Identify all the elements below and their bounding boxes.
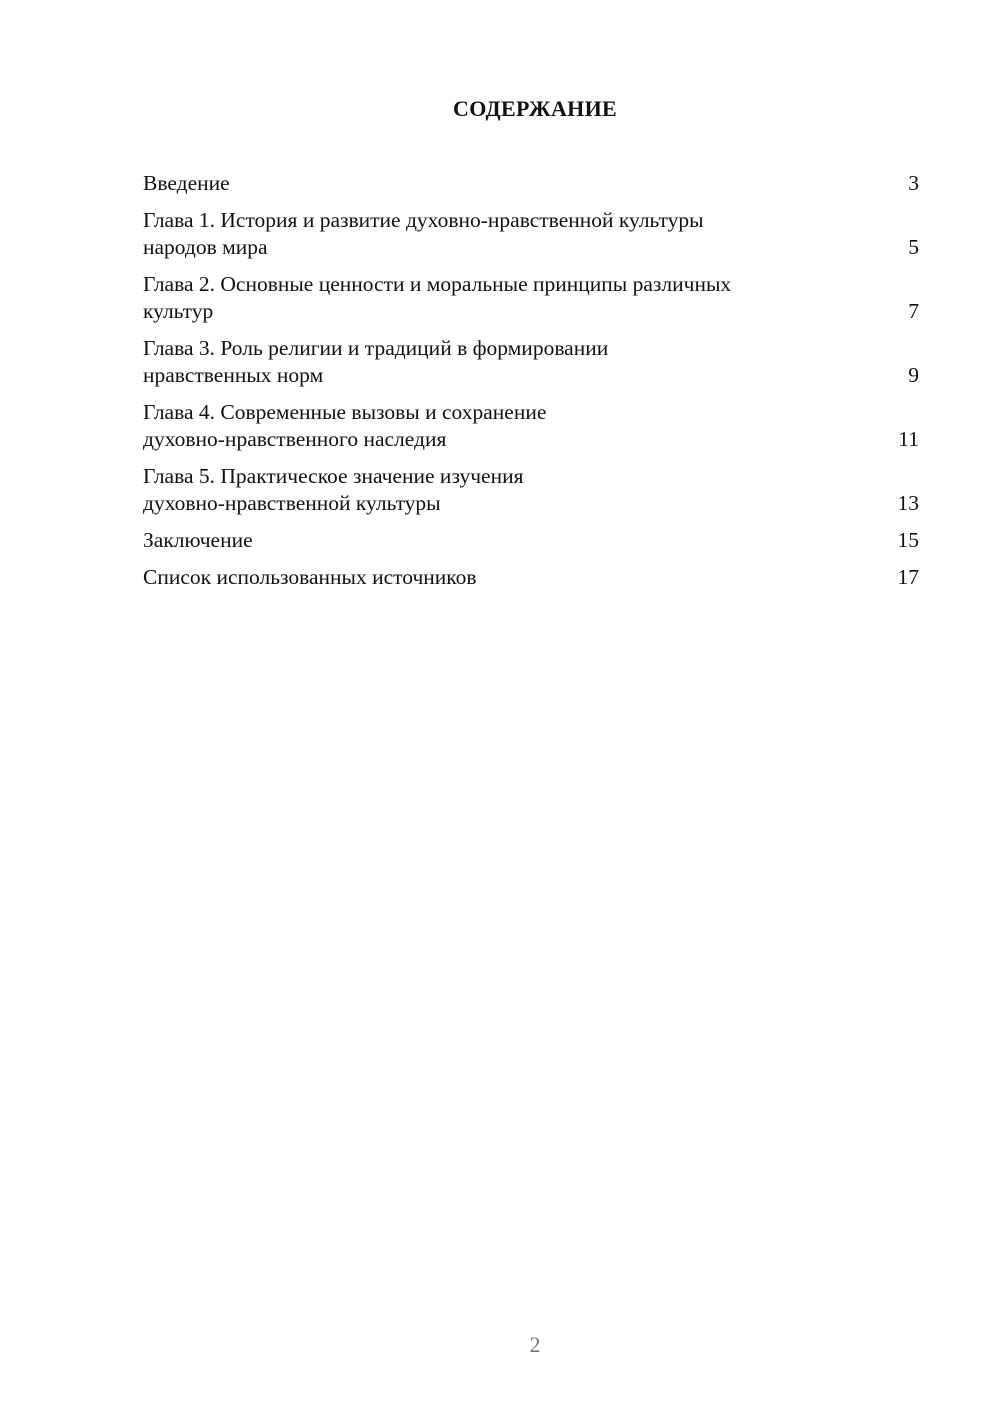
toc-entry-page: 17 bbox=[897, 565, 919, 589]
toc-entry-page: 3 bbox=[908, 171, 919, 195]
toc-entry-chapter-1 bbox=[143, 207, 919, 261]
toc-entry-text bbox=[143, 335, 845, 389]
toc-entry-text bbox=[143, 527, 845, 554]
toc-entry-page: 5 bbox=[908, 235, 919, 259]
toc-entry-line: Список использованных источников bbox=[143, 565, 477, 589]
toc-entry-line: духовно-нравственной культуры bbox=[143, 491, 441, 515]
toc-entry-page: 15 bbox=[897, 528, 919, 552]
toc-entry-text bbox=[143, 564, 845, 591]
toc-entry-page: 11 bbox=[898, 427, 919, 451]
toc-entry-line: духовно-нравственного наследия bbox=[143, 427, 447, 451]
toc-entry-chapter-4 bbox=[143, 399, 919, 453]
toc-entry-page: 13 bbox=[897, 491, 919, 515]
page-number: 2 bbox=[529, 1332, 541, 1357]
toc-entry-line: Заключение bbox=[143, 528, 253, 552]
toc-entry-conclusion bbox=[143, 527, 919, 554]
toc-entry-references bbox=[143, 564, 919, 591]
toc-entry-line: народов мира bbox=[143, 235, 268, 259]
toc-entry-text bbox=[143, 463, 845, 517]
toc-entry-line: Глава 1. История и развитие духовно-нравственной культуры bbox=[143, 208, 704, 232]
toc-entry-page: 7 bbox=[908, 299, 919, 323]
toc-entry-text bbox=[143, 271, 845, 325]
toc-entry-line: Глава 2. Основные ценности и моральные принципы различных bbox=[143, 272, 732, 296]
toc-entry-text bbox=[143, 399, 845, 453]
toc-entry-chapter-2 bbox=[143, 271, 919, 325]
toc-entry-line: Глава 5. Практическое значение изучения bbox=[143, 464, 524, 488]
toc-entry-line: Введение bbox=[143, 171, 230, 195]
toc-entry-line: нравственных норм bbox=[143, 363, 324, 387]
toc-entry-line: Глава 4. Современные вызовы и сохранение bbox=[143, 400, 547, 424]
toc-entry-chapter-5 bbox=[143, 463, 919, 517]
toc-entry-chapter-3 bbox=[143, 335, 919, 389]
toc-entry-line: Глава 3. Роль религии и традиций в формировании bbox=[143, 336, 609, 360]
toc-entry-text bbox=[143, 170, 845, 197]
page-title: СОДЕРЖАНИЕ bbox=[453, 96, 617, 121]
toc-entry-line: культур bbox=[143, 299, 214, 323]
toc-entry-introduction bbox=[143, 170, 919, 197]
toc-entry-page: 9 bbox=[908, 363, 919, 387]
table-of-contents bbox=[143, 170, 919, 601]
toc-entry-text bbox=[143, 207, 845, 261]
